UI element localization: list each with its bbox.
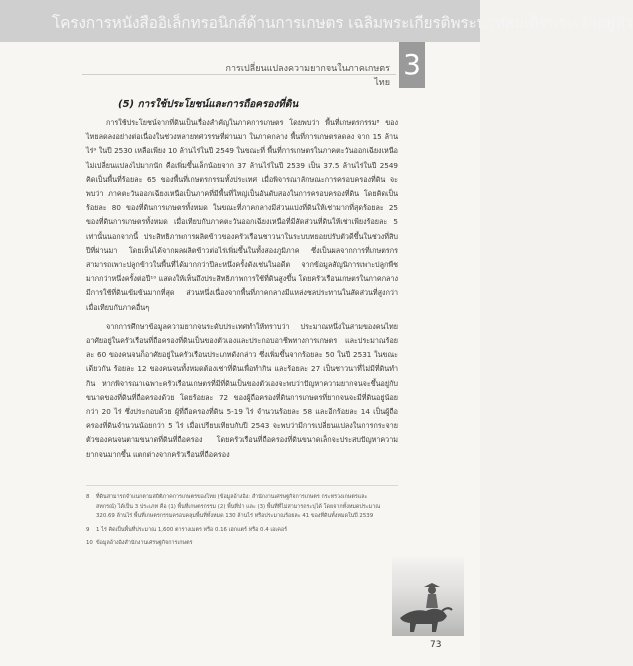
footnote-mark: 9 bbox=[86, 526, 90, 533]
buffalo-farmer-photo bbox=[392, 556, 464, 636]
paragraph: การใช้ประโยชน์จากที่ดินเป็นเรื่องสำคัญในภาคการเกษตร โดยพบว่า พื้นที่เกษตรกรรม⁸ ของไทยลดลงอย่างต่อเนื่องในช่วงหลายทศวรรษที่ผ่านมา ในภาคกลาง พื้นที่การเกษตรลดลง จาก 15 ล้านไร่⁹ ในปี 2530 เหลือเพียง 10 ล้านไร่ในปี 2549 ในขณะที่ พื้นที่การเกษตรในภาคตะวันออกเฉียงเหนือไม่เปลี่ยนแปลงไปมากนัก คือเพิ่มขึ้นเล็กน้อยจาก 37 ล้านไร่ในปี 2539 เป็น 37.5 ล้านไร่ในปี 2549 คิดเป็นพื้นที่ร้อยละ 65 ของพื้นที่เกษตรกรรมทั้งประเทศ เมื่อพิจารณาลักษณะการครอบครองที่ดิน จะพบว่า ภาคตะวันออกเฉียงเหนือเป็นภาคที่มีพื้นที่ใหญ่เป็นอันดับสองในการครอบครองที่ดิน โดยคิดเป็นร้อยละ 80 ของที่ดินการเกษตรทั้งหมด ในขณะที่ภาคกลางมีส่วนแบ่งที่ดินให้เช่ามากที่สุดร้อยละ 25 ของที่ดินการเกษตรทั้งหมด เมื่อเทียบกับภาคตะวันออกเฉียงเหนือที่มีสัดส่วนที่ดินให้เช่าเพียงร้อยละ 5 เท่านั้นนอกจากนี้ ประสิทธิภาพการผลิตข้าวของครัวเรือนชาวนาในระบบทยอยปรับตัวดีขึ้นในช่วงที่สิบปีที่ผ่านมา โดยเห็นได้จากผลผลิตข้าวต่อไร่เพิ่มขึ้นในทั้งสองภูมิภาค ซึ่งเป็นผลจากการที่เกษตรกรสามารถเพาะปลูกข้าวในพื้นที่ได้มากกว่าปีละหนึ่งครั้งดังเช่นในอดีต จากข้อมูลสัญนิการเพาะปลูกพืชมากกว่าหนึ่งครั้งต่อปี¹⁰ แสดงให้เห็นถึงประสิทธิภาพการใช้ที่ดินสูงขึ้น โดยครัวเรือนเกษตรในภาคกลางมีการใช้ที่ดินเข้มข้นมากที่สุด ส่วนหนึ่งเนื่องจากพื้นที่ภาคกลางมีแหล่งชลประทานในสัดส่วนที่สูงกว่าเมื่อเทียบกับภาคอื่นๆ bbox=[86, 118, 398, 312]
footnote-text: ที่ดินสามารถจำแนกตามสถิติภาคการเกษตรของไทย (ข้อมูลอ้างอิง: สำนักงานเศรษฐกิจการเกษตร กระทรวงเกษตรและสหกรณ์) ได้เป็น 3 ประเภท คือ (1) พื้นที่เกษตรกรรม (2) พื้นที่ป่า และ (3) พื้นที่ที่ไม่สามารถระบุได้ โดยจากทั้งหมดประมาณ 320.69 ล้านไร่ พื้นที่เกษตรกรรมครอบคลุมพื้นที่ทั้งหมด 130 ล้านไร่ หรือประมาณร้อยละ 41 ของที่ดินทั้งหมดในปี 2539 bbox=[96, 494, 381, 519]
paragraph: จากการศึกษาข้อมูลความยากจนระดับประเทศทำให้ทราบว่า ประมาณหนึ่งในสามของคนไทยอาศัยอยู่ในครัวเรือนที่ถือครองที่ดินเป็นของตัวเองและประกอบอาชีพทางการเกษตร และประมาณร้อยละ 60 ของคนจนก็อาศัยอยู่ในครัวเรือนประเภทดังกล่าว ซึ่งเพิ่มขึ้นจากร้อยละ 50 ในปี 2531 ในขณะเดียวกัน ร้อยละ 12 ของคนจนทั้งหมดต้องเช่าที่ดินเพื่อทำกิน และร้อยละ 27 เป็นชาวนาที่ไม่มีที่ดินทำกิน หากพิจารณาเฉพาะครัวเรือนเกษตรที่มีที่ดินเป็นของตัวเองจะพบว่าปัญหาความยากจนจะขึ้นอยู่กับขนาดของที่ดินที่ถือครองด้วย โดยร้อยละ 72 ของผู้ถือครองที่ดินการเกษตรที่ยากจนจะมีที่ดินอยู่น้อยกว่า 20 ไร่ ซึ่งประกอบด้วย ผู้ที่ถือครองที่ดิน 5-19 ไร่ จำนวนร้อยละ 58 และอีกร้อยละ 14 เป็นผู้ถือครองที่ดินจำนวนน้อยกว่า 5 ไร่ เมื่อเปรียบเทียบกับปี 2543 จะพบว่ามีการเปลี่ยนแปลงในการกระจายตัวของคนจนตามขนาดที่ดินที่ถือครอง โดยครัวเรือนที่ถือครองที่ดินขนาดเล็กจะประสบปัญหาความยากจนมากขึ้น แตกต่างจากครัวเรือนที่ถือครอง bbox=[86, 321, 398, 459]
chapter-title: การเปลี่ยนแปลงความยากจนในภาคเกษตรไทย bbox=[225, 64, 390, 88]
footnote-text: ข้อมูลอ้างอิงสำนักงานเศรษฐกิจการเกษตร bbox=[96, 540, 193, 546]
footnote bbox=[86, 539, 386, 549]
page-number: 73 bbox=[430, 640, 442, 650]
series-title: โครงการหนังสืออิเล็กทรอนิกส์ด้านการเกษตร เฉลิมพระเกียรติพระบาทสมเด็จพระเจ้าอยู่หัว bbox=[52, 14, 633, 32]
chapter-number-tab: 3 bbox=[399, 42, 425, 88]
footnotes bbox=[86, 493, 386, 553]
body-text bbox=[86, 116, 398, 467]
section-heading: (5) การใช้ประโยชน์และการถือครองที่ดิน bbox=[118, 99, 299, 110]
footnote-text: 1 ไร่ คิดเป็นพื้นที่ประมาณ 1,600 ตารางเมตร หรือ 0.16 เฮกแตร์ หรือ 0.4 เอเคอร์ bbox=[96, 526, 287, 533]
footnote bbox=[86, 493, 386, 522]
header-band bbox=[0, 0, 633, 42]
header-divider bbox=[82, 74, 396, 75]
footnote-mark: 10 bbox=[86, 540, 93, 546]
footnote bbox=[86, 526, 386, 536]
footnote-mark: 8 bbox=[86, 494, 90, 500]
footnote-divider bbox=[86, 485, 398, 486]
